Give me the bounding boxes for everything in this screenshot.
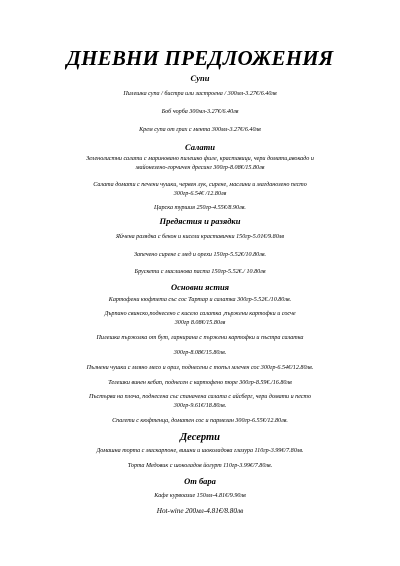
menu-item: Картофени кюфтета със сос Тартар и салатка 300гр-5.52€./10.80лв. [108,297,292,303]
menu-title: ДНЕВНИ ПРЕДЛОЖЕНИЯ [66,46,334,70]
menu-item: Торта Медовик с шоколадов йогурт 110гр-3.99€/7.80лв. [127,463,273,469]
menu-item: Дърпано свинско,поднесено с кисело салатка ,пържени картофки и сосче [104,311,296,317]
menu-item: Спагети с кюфтенца, доматен сос и пармезан 300гр-6.55€/12.80лв. [112,418,288,424]
section-heading-starters: Предястия и разядки [159,216,241,226]
menu-item: Салата домати с печени чушки, червен лук, сирене, маслини и магданозено песто [93,182,307,188]
menu-item: Пъстърва на плоча, поднесена със спаначена салата с айсберг, чери домати и песто [88,394,312,400]
section-heading-bar: От бара [184,476,216,486]
section-heading-salads: Салати [185,142,215,152]
menu-item: 300гр-6.54€ /12.80лв [173,191,227,197]
menu-item: Пилешка супа / бистра или застроена / 300мл-3.27€/6.40лв [123,91,277,97]
menu-item: Крем супа от грах с мента 300мл-3.27€/6.40лв [139,127,261,133]
menu-item: Боб чорба 300мл-3.27€/6.40лв [161,109,239,115]
menu-item: Кафе курвоазие 150мл-4.81€/9.90лв [154,493,246,499]
menu-item: Царска туршия 250гр-4.55€/8.90лв. [154,205,246,211]
menu-item: Пълнени чушки с мляно месо и ориз, поднесени с топъл млечен сос 300гр-6.54€/12.80лв. [86,365,314,371]
menu-item: 300гр 8.08€/15.80лв [174,320,226,326]
menu-item: майонезено-горчичен дресинг 300гр-8.08€/15.80лв [135,165,265,171]
menu-item: 300гр-8.08€/15.80лв. [173,350,227,356]
menu-item: Домашна торта с маскарпоне, вишни и шоколадова глазура 110гр-3.99€/7.80лв. [96,448,304,454]
section-heading-soups: Супи [190,73,210,83]
menu-item: 300гр-9.61€/18.80лв. [173,403,227,409]
menu-item: Брускети с маслинова паста 150гр-5.52€./ 10.80лв [134,269,266,275]
menu-item: Яйчена разядка с бекон и кисели краставички 150гр-5.01€/9.80лв [115,234,285,240]
menu-item: Пилешка пържолка от бут, гарнирана с пържени картофки и пъстра салатка [96,335,304,341]
section-heading-desserts: Десерти [180,432,220,443]
menu-item: Зеленолистни салати с мариновано пилешко филе, краставици, чери домати,авокадо и [86,156,314,162]
menu-item: Телешки винен кебап, поднесен с картофено пюре 300гр-8.59€./16.80лв [108,380,292,386]
menu-item: Hot-wine 200мл-4.81€/8.80лв [156,507,244,515]
menu-item: Запечено сирене с мед и орехи 150гр-5.52€/10.80лв. [133,252,267,258]
section-heading-mains: Основни ястия [170,282,230,292]
